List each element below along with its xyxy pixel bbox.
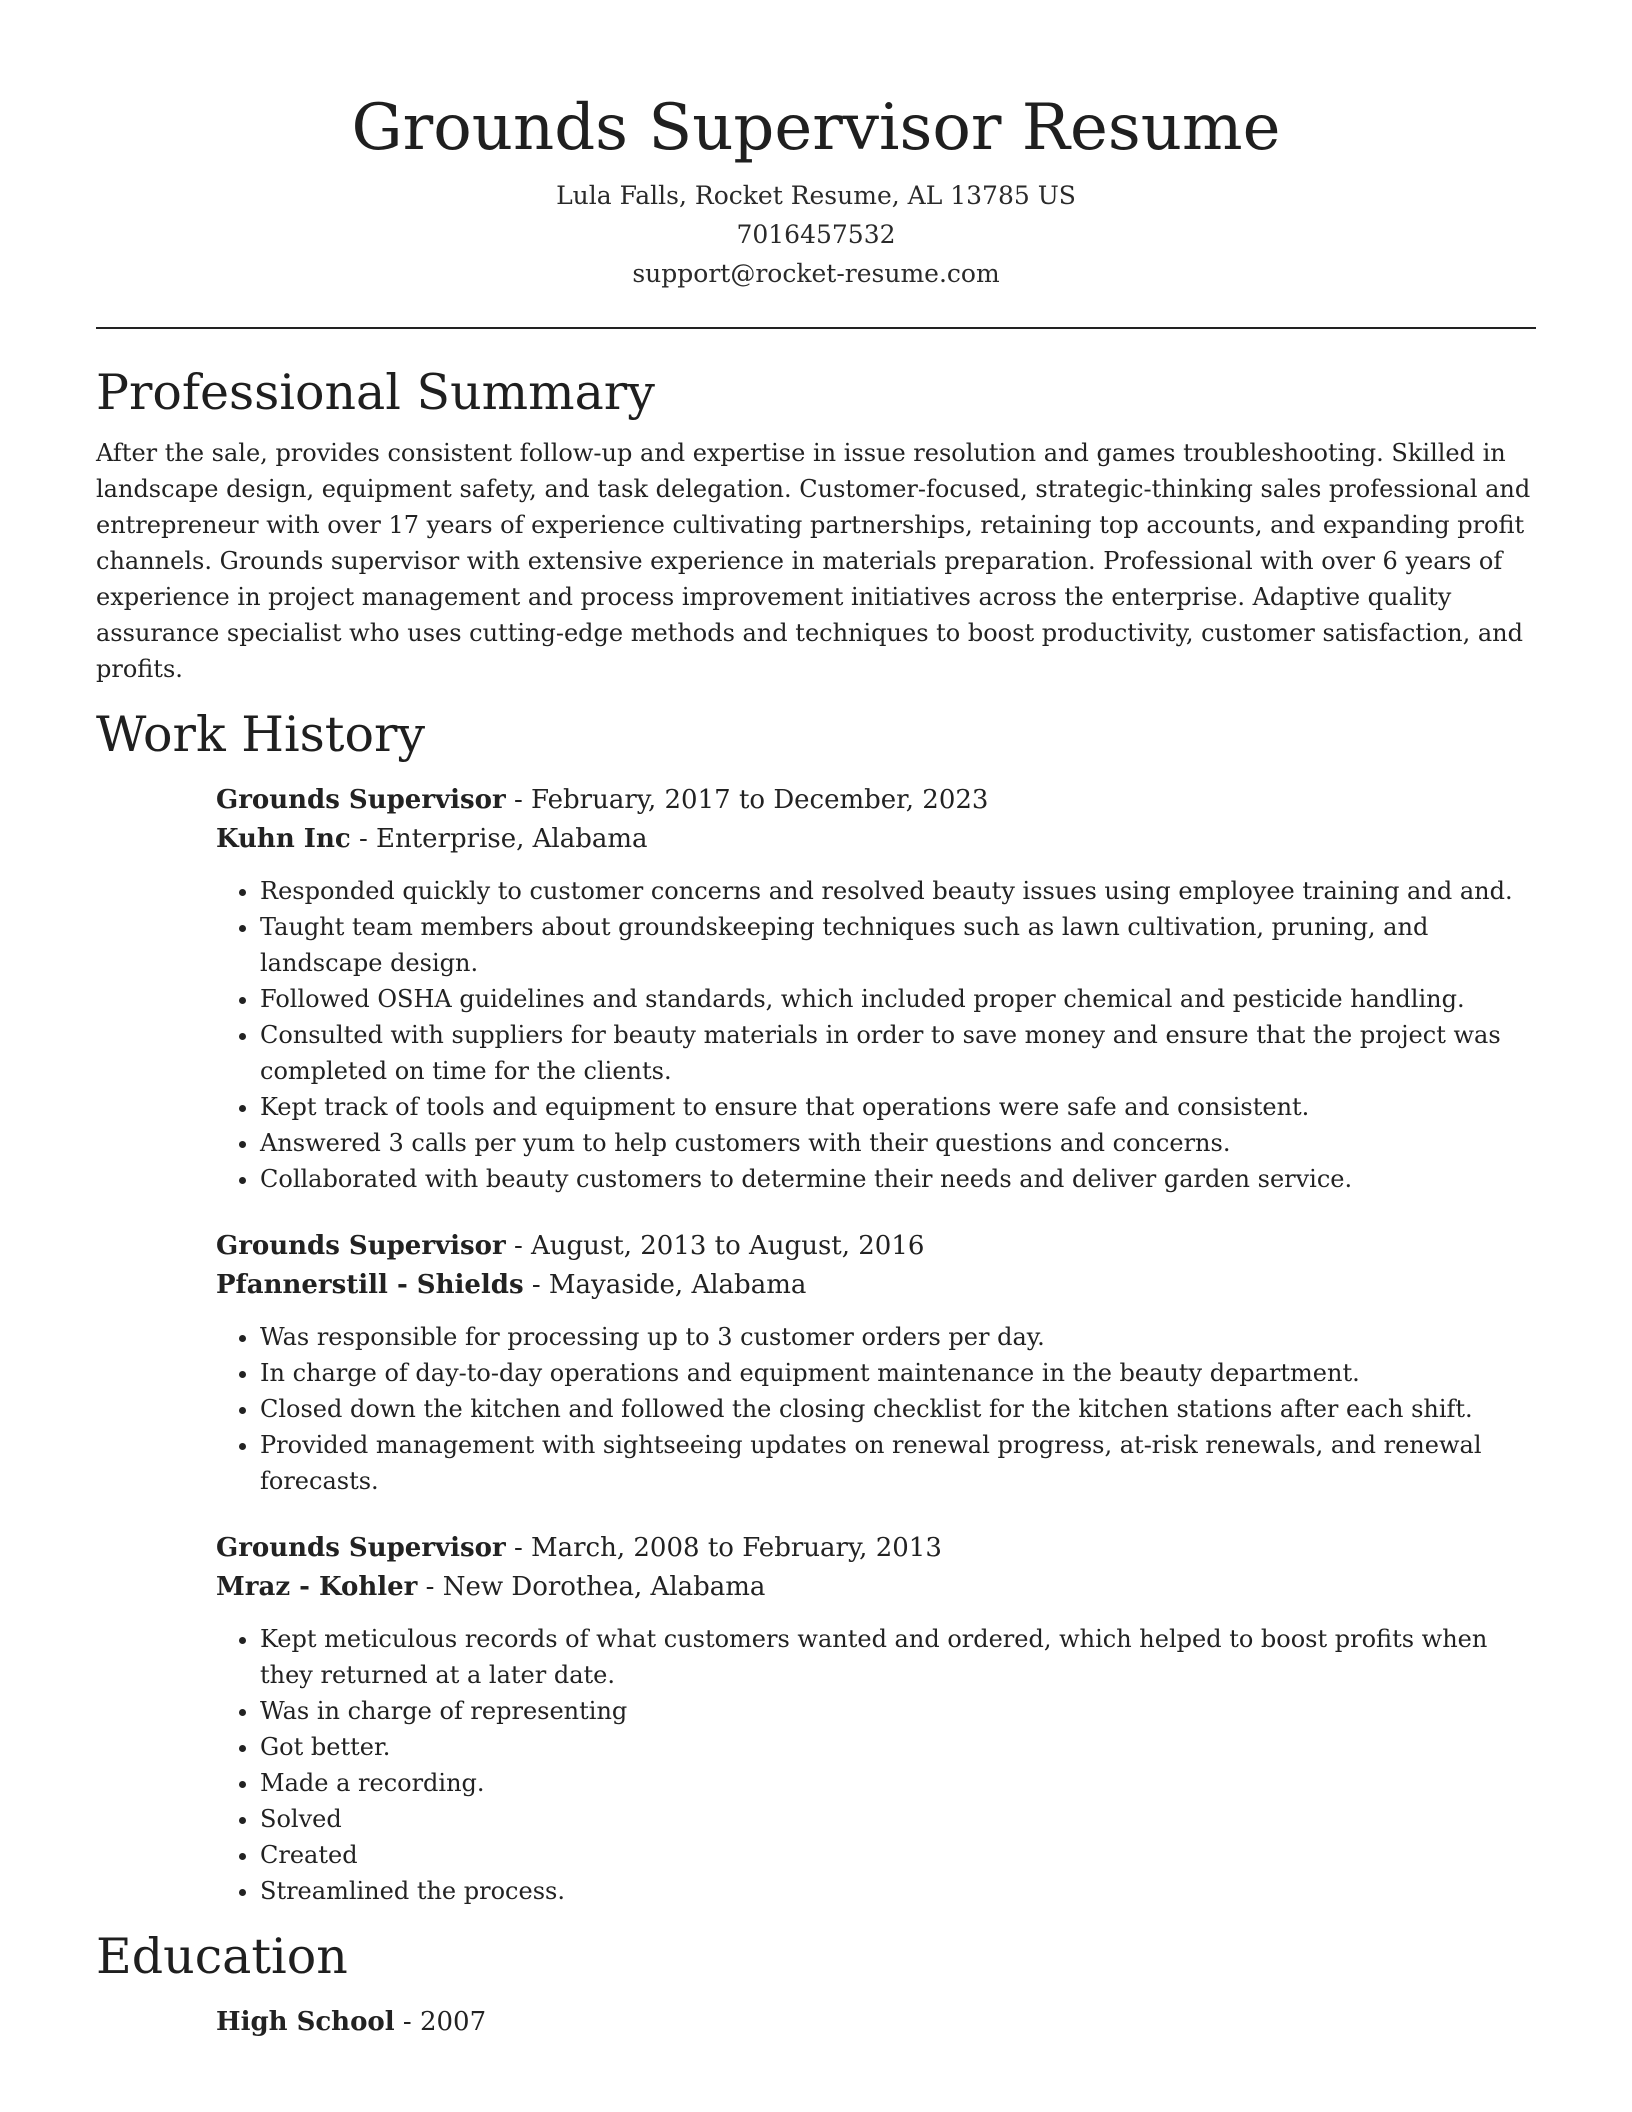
education-line (216, 2003, 1536, 2042)
work-history-section (96, 703, 1536, 1909)
duty-item: • Was in charge of representing (260, 1693, 1536, 1729)
duty-item: • Answered 3 calls per yum to help customers with their questions and concerns. (260, 1125, 1536, 1161)
phone: 7016457532 (736, 220, 896, 249)
duty-item: • Made a recording. (260, 1765, 1536, 1801)
address: Lula Falls, Rocket Resume, AL 13785 US (556, 181, 1076, 210)
job-entry (216, 1227, 1536, 1499)
header-divider (96, 327, 1536, 329)
job-title-line (216, 1529, 1536, 1568)
education-section (96, 1925, 1536, 2042)
summary-heading: Professional Summary (96, 364, 655, 421)
duty-item: • Consulted with suppliers for beauty materials in order to save money and ensure that the project was completed on time for the clients. (260, 1017, 1536, 1089)
job-company: Mraz - Kohler (216, 1572, 418, 1602)
summary-text: After the sale, provides consistent follow-up and expertise in issue resolution and games troubleshooting. Skilled in landscape design, equipment safety, and task delegation. Customer-focused, strategic-thinking sales professional and entrepreneur with over 17 years of experience cultivating partnerships, retaining top accounts, and expanding profit channels. Grounds supervisor with extensive experience in materials preparation. Professional with over 6 years of experience in project management and process improvement initiatives across the enterprise. Adaptive quality assurance specialist who uses cutting-edge methods and techniques to boost productivity, customer satisfaction, and profits. (96, 439, 1531, 683)
duties-list (216, 873, 1536, 1197)
duty-item: • Collaborated with beauty customers to determine their needs and deliver garden service. (260, 1161, 1536, 1197)
job-dates: - March, 2008 to February, 2013 (505, 1533, 942, 1563)
resume-title: Grounds Supervisor Resume (351, 91, 1281, 165)
email: support@rocket-resume.com (632, 259, 1000, 288)
duty-item: • Streamlined the process. (260, 1873, 1536, 1909)
duty-item: • Closed down the kitchen and followed the closing checklist for the kitchen stations after each shift. (260, 1391, 1536, 1427)
job-title: Grounds Supervisor (216, 1231, 506, 1261)
job-company-line (216, 1568, 1536, 1607)
duty-item: • Responded quickly to customer concerns and resolved beauty issues using employee training and and. (260, 873, 1536, 909)
job-company: Pfannerstill - Shields (216, 1270, 524, 1300)
duty-item: • Solved (260, 1801, 1536, 1837)
duty-item: • Provided management with sightseeing updates on renewal progress, at-risk renewals, and renewal forecasts. (260, 1427, 1536, 1499)
job-entry (216, 1529, 1536, 1909)
job-location: - Enterprise, Alabama (350, 824, 648, 854)
education-year: - 2007 (394, 2007, 487, 2037)
resume-page (96, 0, 1536, 2042)
job-entry (216, 781, 1536, 1197)
job-dates: - February, 2017 to December, 2023 (505, 785, 989, 815)
education-heading: Education (96, 1928, 348, 1985)
duty-item: • Kept track of tools and equipment to ensure that operations were safe and consistent. (260, 1089, 1536, 1125)
duty-item: • In charge of day-to-day operations and equipment maintenance in the beauty department. (260, 1355, 1536, 1391)
duties-list (216, 1319, 1536, 1499)
duties-list (216, 1621, 1536, 1909)
education-entry (216, 2003, 1536, 2042)
work-history-heading: Work History (96, 706, 426, 763)
duty-item: • Got better. (260, 1729, 1536, 1765)
job-title: Grounds Supervisor (216, 1533, 506, 1563)
job-dates: - August, 2013 to August, 2016 (505, 1231, 925, 1261)
duty-item: • Followed OSHA guidelines and standards, which included proper chemical and pesticide handling. (260, 981, 1536, 1017)
contact-info (96, 176, 1536, 293)
duty-item: • Created (260, 1837, 1536, 1873)
duty-item: • Was responsible for processing up to 3 customer orders per day. (260, 1319, 1536, 1355)
job-title-line (216, 1227, 1536, 1266)
job-title-line (216, 781, 1536, 820)
job-location: - Mayaside, Alabama (523, 1270, 807, 1300)
job-title: Grounds Supervisor (216, 785, 506, 815)
education-degree: High School (216, 2007, 395, 2037)
duty-item: • Taught team members about groundskeeping techniques such as lawn cultivation, pruning, and landscape design. (260, 909, 1536, 981)
job-company: Kuhn Inc (216, 824, 351, 854)
summary-section (96, 361, 1536, 687)
job-location: - New Dorothea, Alabama (417, 1572, 766, 1602)
duty-item: • Kept meticulous records of what customers wanted and ordered, which helped to boost profits when they returned at a later date. (260, 1621, 1536, 1693)
resume-header (96, 0, 1536, 293)
job-company-line (216, 820, 1536, 859)
job-company-line (216, 1266, 1536, 1305)
